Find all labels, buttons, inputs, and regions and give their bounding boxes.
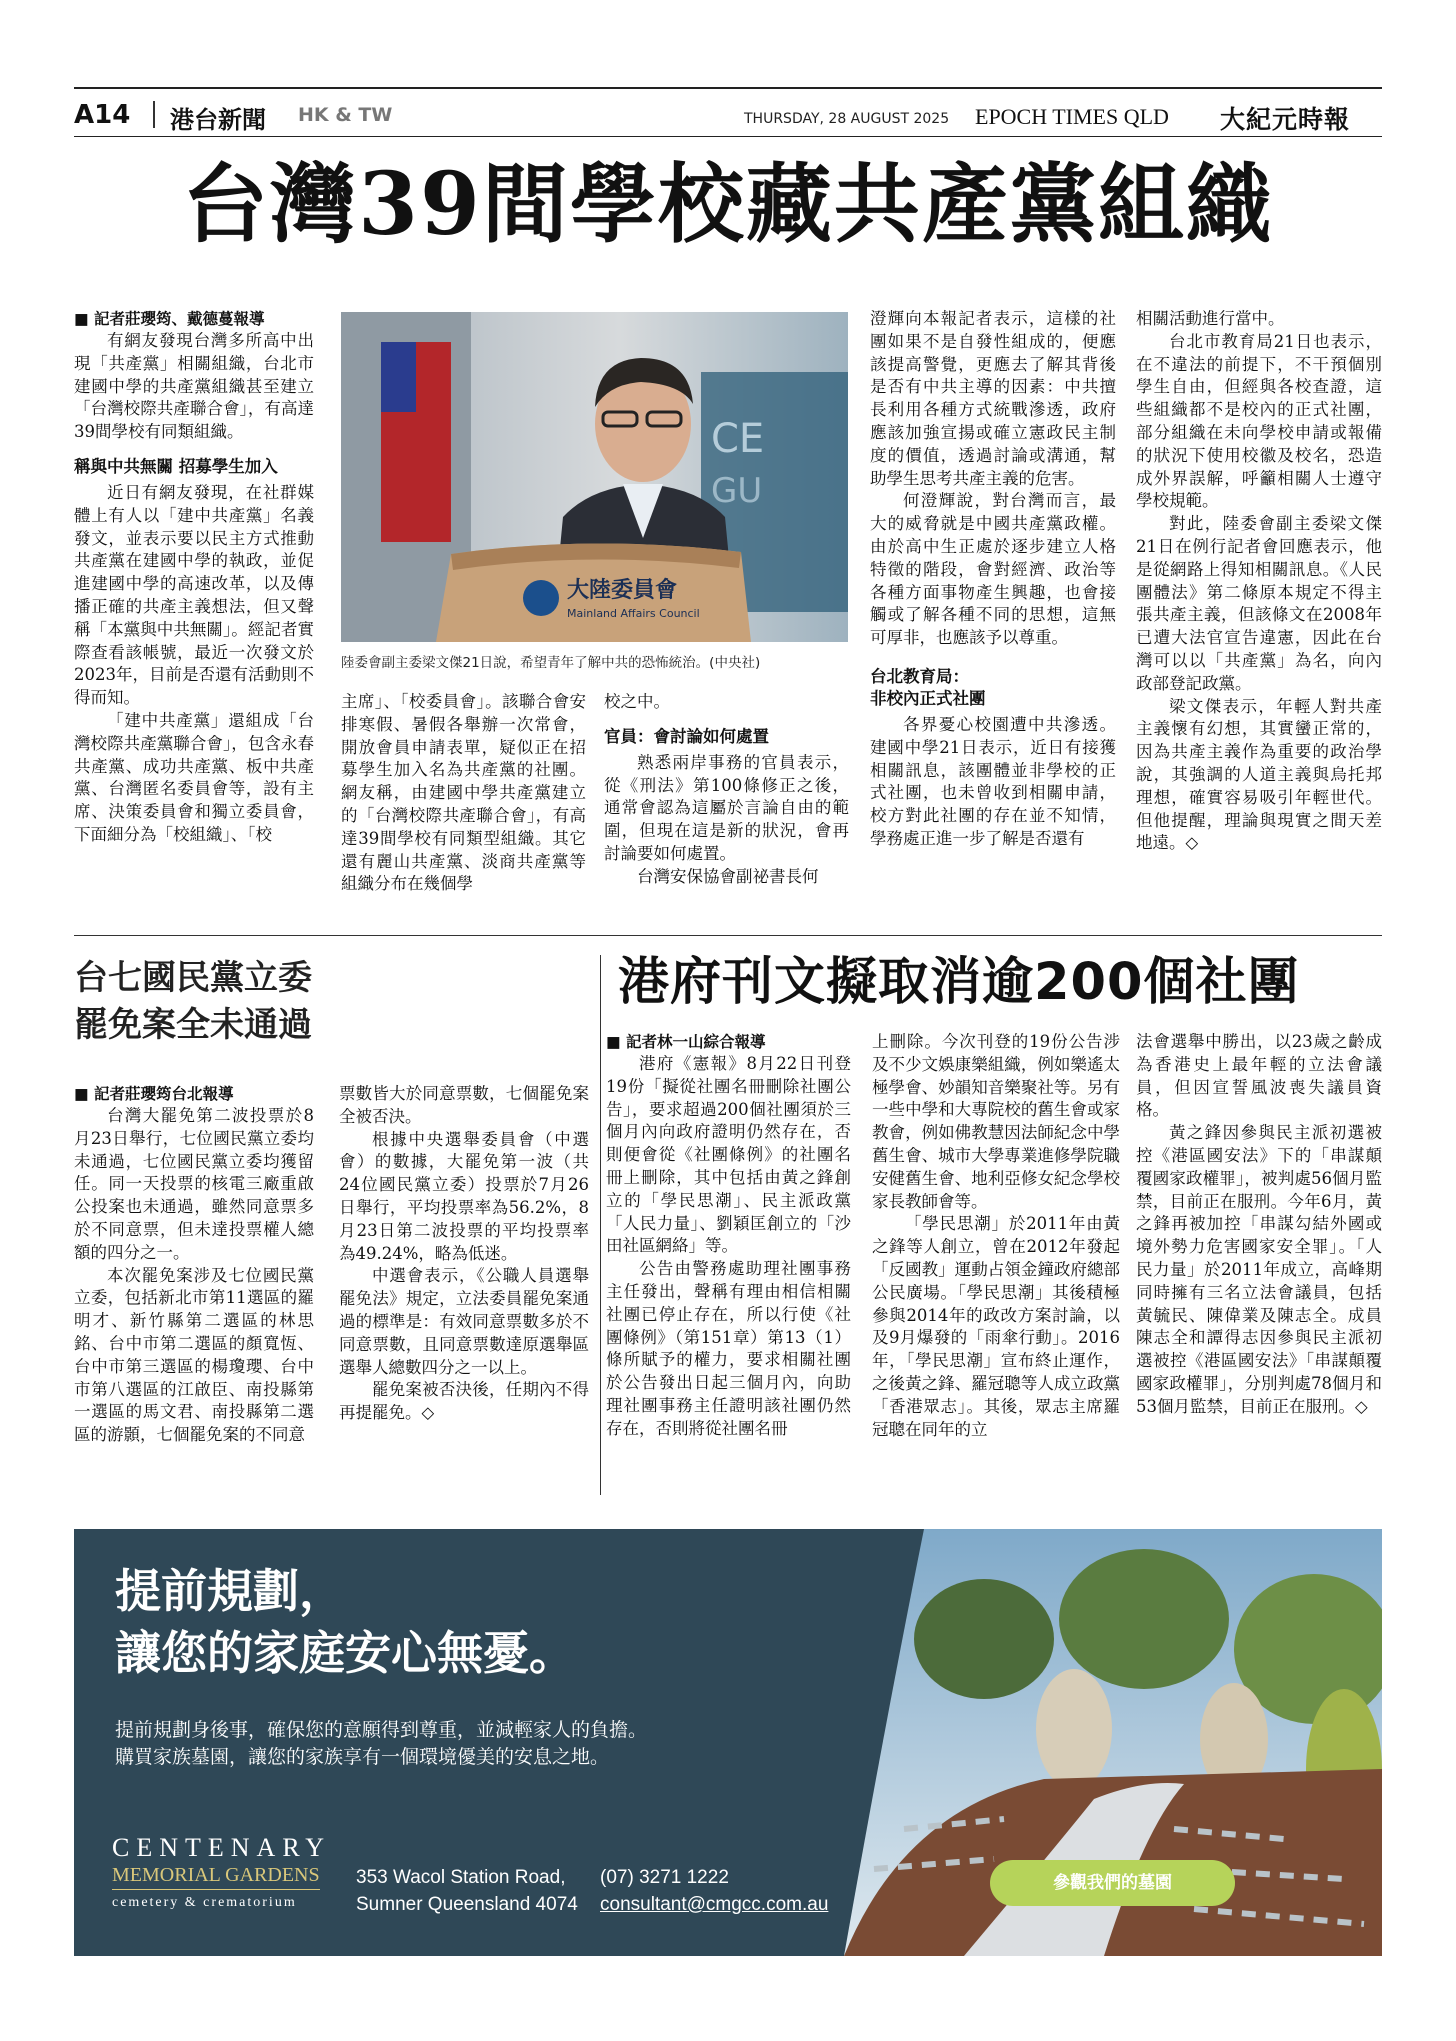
ad-address — [356, 1864, 578, 1918]
main-story-column-2 — [341, 691, 586, 896]
paragraph: 有網友發現台灣多所高中出現「共產黨」相關組織，台北市建國中學的共產黨組織甚至建立「台灣校際共產聯合會」，有高達39間學校有同類組織。 — [74, 331, 314, 442]
issue-date: THURSDAY, 28 AUGUST 2025 — [744, 111, 950, 127]
paragraph: 校之中。 — [604, 692, 670, 711]
left-story-headline — [74, 955, 374, 1049]
paragraph: 台灣安保協會副祕書長何 — [637, 866, 819, 886]
ad-headline — [115, 1560, 575, 1684]
paragraph: 相關活動進行當中。 — [1136, 309, 1285, 328]
podium-sign-en: Mainland Affairs Council — [567, 607, 700, 620]
paragraph: 何澄輝說，對台灣而言，最大的威脅就是中國共產黨政權。由於高中生正處於逐步建立人格特徵的階段，會對經濟、政治等各種方面事物產生興趣，也會接觸或了解各種不同的思想，這無可厚非，也應該予以尊重。 — [870, 491, 1116, 648]
address-line: Sumner Queensland 4074 — [356, 1894, 578, 1915]
svg-text:GU: GU — [711, 471, 763, 511]
main-headline: 台灣39間學校藏共產黨組織 — [182, 154, 1274, 255]
section-divider — [74, 935, 1382, 936]
headline-line: 台七國民黨立委 — [74, 958, 312, 998]
ad-contact — [600, 1864, 828, 1918]
paper-logo: 大紀元時報 — [1220, 105, 1351, 134]
paper-name-en: EPOCH TIMES QLD — [975, 104, 1169, 129]
visit-garden-button[interactable]: 參觀我們的墓園 — [990, 1860, 1235, 1906]
paragraph: 各界憂心校園遭中共滲透。建國中學21日表示，近日有接獲相關訊息，該團體並非學校的正式社團，也未曾收到相關申請，校方對此社團的存在並不知情，學務處正進一步了解是否還有 — [870, 714, 1116, 848]
paragraph: 法會選舉中勝出，以23歲之齡成為香港史上最年輕的立法會議員，但因宣誓風波喪失議員資格。 — [1136, 1032, 1382, 1120]
right-story-headline: 港府刊文擬取消逾200個社團 — [618, 953, 1300, 1012]
paragraph: 票數皆大於同意票數，七個罷免案全被否決。 — [339, 1084, 589, 1126]
main-story-column-1 — [74, 308, 314, 847]
headline-line: 罷免案全未通過 — [74, 1005, 312, 1045]
paragraph: 台灣大罷免第二波投票於8月23日舉行，七位國民黨立委均未通過，七位國民黨立委均獲留任。同一天投票的核電三廠重啟公投案也未通過，雖然同意票多於不同意票，但未達投票權人總額的四分之一。 — [74, 1106, 314, 1262]
ad-body-line: 提前規劃身後事，確保您的意願得到尊重，並減輕家人的負擔。 — [115, 1719, 648, 1741]
ad-body-line: 購買家族墓園，讓您的家族享有一個環境優美的安息之地。 — [115, 1746, 610, 1768]
ad-headline-line: 提前規劃， — [115, 1564, 345, 1618]
svg-text:CE: CE — [711, 416, 765, 462]
paragraph: 根據中央選舉委員會（中選會）的數據，大罷免第一波（共24位國民黨立委）投票於7月26日舉行，平均投票率為56.2%，8月23日第二波投票的平均投票率為49.24%，略為低迷。 — [339, 1129, 589, 1263]
header-top-rule — [74, 87, 1382, 89]
speaker-photo-illustration — [341, 312, 848, 642]
paragraph: 上刪除。今次刊登的19份公告涉及不少文娛康樂組織，例如樂遙太極學會、妙韻知音樂聚社等。另有一些中學和大專院校的舊生會或家教會，例如佛教慧因法師紀念中學舊生會、城市大學專業進修學院職安健舊生會、地利亞修女紀念學校家長教師會等。 — [872, 1032, 1120, 1211]
header-divider — [153, 101, 155, 128]
paragraph: 主席」、「校委員會」。該聯合會安排寒假、暑假各舉辦一次常會，開放會員申請表單，疑似正在招募學生加入名為共產黨的社團。網友稱，由建國中學共產黨建立的「台灣校際共產聯合會」，有高達39間學校有同類型組織。其它還有麗山共產黨、淡商共產黨等組織分布在幾個學 — [341, 692, 586, 894]
main-byline: ■ 記者莊瓔筠、戴德蔓報導 — [74, 308, 314, 330]
paragraph: 梁文傑表示，年輕人對共產主義懷有幻想，其實蠻正常的，因為共產主義作為重要的政治學說，其強調的人道主義與烏托邦理想，確實容易吸引年輕世代。但他提醒，理論與現實之間天差地遠。◇ — [1136, 696, 1382, 853]
subheading: 官員：會討論如何處置 — [604, 726, 769, 746]
brand-subname: MEMORIAL GARDENS — [112, 1864, 320, 1890]
paragraph: 「建中共產黨」還組成「台灣校際共產黨聯合會」，包含永春共產黨、成功共產黨、板中共產黨、台灣匿名委員會等，設有主席、決策委員會和獨立委員會，下面細分為「校組織」、「校 — [74, 710, 314, 844]
phone-number[interactable]: (07) 3271 1222 — [600, 1867, 729, 1888]
right-story-column-3 — [1136, 1031, 1382, 1419]
main-story-column-5 — [1136, 308, 1382, 855]
email-link[interactable]: consultant@cmgcc.com.au — [600, 1894, 829, 1915]
paragraph: 「學民思潮」於2011年由黃之鋒等人創立，曾在2012年發起「反國教」運動占領金鐘政府總部公民廣場。「學民思潮」其後積極參與2014年的政改方案討論，以及9月爆發的「雨傘行動」。2016年，「學民思潮」宣布終止運作，之後黃之鋒、羅冠聰等人成立政黨「香港眾志」。其後，眾志主席羅冠聰在同年的立 — [872, 1214, 1120, 1439]
paragraph: 對此，陸委會副主委梁文傑21日在例行記者會回應表示，他是從網路上得知相關訊息。《人民團體法》第二條原本規定不得主張共產主義，但該條文在2008年已遭大法官宣告違憲，因此在台灣可以以「共產黨」為名，向內政部登記政黨。 — [1136, 514, 1382, 693]
paragraph: 澄輝向本報記者表示，這樣的社團如果不是自發性組成的，便應該提高警覺，更應去了解其背後是否有中共主導的因素：中共擅長利用各種方式統戰滲透，政府應該加強宣揚或確立憲政民主制度的價值，透過討論或溝通，幫助學生思考共產主義的危害。 — [870, 309, 1116, 488]
paragraph: 台北市教育局21日也表示，在不違法的前提下，不干預個別學生自由，但經與各校查證，這些組織都不是校內的正式社團，部分組織在未向學校申請或報備的狀況下使用校徽及校名，恐造成外界誤解，呼籲相關人士遵守學校規範。 — [1136, 331, 1382, 511]
left-story-column-1 — [74, 1083, 314, 1447]
main-story-column-3 — [604, 691, 849, 889]
ad-headline-line: 讓您的家庭安心無憂。 — [115, 1626, 575, 1680]
subheading — [870, 666, 1116, 710]
paragraph: 港府《憲報》8月22日刊登19份「擬從社團名冊刪除社團公告」，要求超過200個社團須於三個月內向政府證明仍然存在，否則便會從《社團條例》的社團名冊上刪除，其中包括由黃之鋒創立的「學民思潮」、民主派政黨「人民力量」、劉穎匡創立的「沙田社區網絡」等。 — [606, 1054, 851, 1256]
paragraph: 熟悉兩岸事務的官員表示，從《刑法》第100條修正之後，通常會認為這屬於言論自由的範圍，但現在這是新的狀況，會再討論要如何處置。 — [604, 752, 849, 863]
photo-caption: 陸委會副主委梁文傑21日說，希望青年了解中共的恐怖統治。(中央社) — [341, 655, 761, 671]
news-photo — [341, 312, 848, 642]
subheading: 稱與中共無關 招募學生加入 — [74, 456, 278, 476]
paragraph: 黃之鋒因參與民主派初選被控《港區國安法》下的「串謀顛覆國家政權罪」，被判處56個月監禁，目前正在服刑。今年6月，黃之鋒再被加控「串謀勾結外國或境外勢力危害國家安全罪」。「人民力量」於2011年成立，高峰期同時擁有三名立法會議員，包括黃毓民、陳偉業及陳志全。成員陳志全和譚得志因參與民主派初選被控《港區國安法》「串謀顛覆國家政權罪」，分別判處78個月和53個月監禁，目前正在服刑。◇ — [1136, 1123, 1382, 1416]
section-name-en: HK & TW — [298, 104, 393, 126]
right-story-column-1 — [606, 1031, 851, 1441]
header-bottom-rule — [74, 136, 1382, 137]
subheading-line: 非校內正式社團 — [870, 688, 986, 708]
ad-body-text — [115, 1717, 647, 1771]
section-name: 港台新聞 — [170, 106, 266, 134]
paragraph: 罷免案被否決後，任期內不得再提罷免。◇ — [339, 1380, 589, 1423]
podium-sign: 大陸委員會 — [567, 578, 678, 603]
left-byline: ■ 記者莊瓔筠台北報導 — [74, 1083, 314, 1105]
address-line: 353 Wacol Station Road, — [356, 1867, 566, 1888]
brand-tagline: cemetery & crematorium — [112, 1895, 297, 1910]
column-divider — [600, 955, 601, 1495]
right-story-column-2 — [872, 1031, 1120, 1441]
paragraph: 近日有網友發現，在社群媒體上有人以「建中共產黨」名義發文，並表示要以民主方式推動共產黨在建國中學的執政，並促進建國中學的高速改革，以及傳播正確的共產主義想法，但又聲稱「本黨與中共無關」。經記者實際查看該帳號，最近一次發文於2023年，目前是否還有活動則不得而知。 — [74, 482, 314, 708]
paragraph: 本次罷免案涉及七位國民黨立委，包括新北市第11選區的羅明才、新竹縣第二選區的林思銘、台中市第二選區的顏寬恆、台中市第三選區的楊瓊瓔、台中市第八選區的江啟臣、南投縣第一選區的馬文君、南投縣第二選區的游顥，七個罷免案的不同意 — [74, 1265, 314, 1445]
paragraph: 中選會表示，《公職人員選舉罷免法》規定，立法委員罷免案通過的標準是：有效同意票數多於不同意票數，且同意票數達原選舉區選舉人總數四分之一以上。 — [339, 1266, 589, 1377]
page-number: A14 — [74, 100, 131, 130]
left-story-column-2 — [339, 1083, 589, 1425]
subheading-line: 台北教育局： — [870, 666, 969, 686]
right-byline: ■ 記者林一山綜合報導 — [606, 1031, 851, 1053]
main-story-column-4 — [870, 308, 1116, 851]
brand-name: CENTENARY — [112, 1833, 331, 1862]
paragraph: 公告由警務處助理社團事務主任發出，聲稱有理由相信相關社團已停止存在，所以行使《社團條例》（第151章）第13（1）條所賦予的權力，要求相關社團於公告發出日起三個月內，向助理社團事務主任證明該社團仍然存在，否則將從社團名冊 — [606, 1259, 851, 1438]
